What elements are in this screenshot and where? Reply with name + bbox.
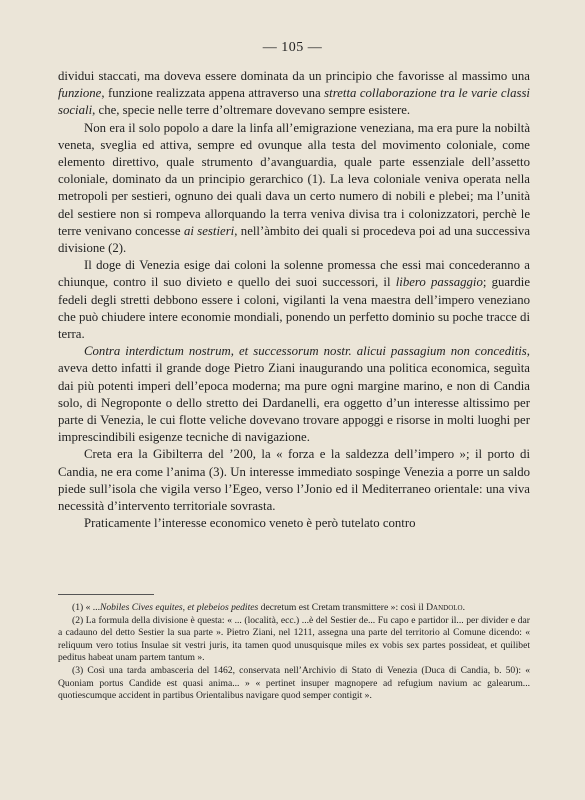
text-run: , aveva detto infatti il grande doge Pietro Ziani inaugurando una politica economica, seguìta dai più potenti imperi dell’epoca moderna; ma pure ogni margine marino, e non di Candia solo, di Negroponte o dello stretto dei Dardanelli, era oggetto d’un interesse altissimo per parte di Venezia, le cui flotte veliche dovevano trovare appoggi e risorse in molti luoghi per imprescindibili esigenze tecniche di navigazione. [58,344,530,445]
paragraph [58,515,530,532]
italic-text: ai sestieri [183,223,235,238]
text-run: Non era il solo popolo a dare la linfa all’emigrazione veneziana, ma era pure la nobiltà veneta, sveglia ed attiva, sempre ed ovunque alla testa del movimento coloniale, come elemento direttivo, quale strumento d’avanguardia, quale parte essenziale dell’assetto coloniale, dominato da un principio gerarchico (1). La leva coloniale veniva operata nella metropoli per sestieri, ognuno dei quali dava un certo numero di nobili e plebei; ma l’unità del sestiere non si rompeva allorquando la terra veniva divisa tra i colonizzatori, perchè le terre venivano concesse [58,120,530,238]
text-run: dividui staccati, ma doveva essere dominata da un principio che favorisse al massimo una [58,69,530,83]
footnote [58,665,530,703]
italic-text: Nobiles Cives equites, et plebeios pedites [99,602,259,613]
page-number: — 105 — [262,40,323,55]
text-run: Il doge di Venezia esige dai coloni la solenne promessa che essi mai concederanno a chiunque, contro il suo divieto e quello dei suoi successori, il [58,258,530,290]
text-run: , funzione realizzata appena attraverso una [101,86,325,101]
italic-text: Contra interdictum nostrum, et successorum nostr. alicui passagium non conceditis [84,344,527,359]
text-run: , nell’àmbito dei quali si procedeva poi ad una successiva divisione (2). [58,223,530,256]
paragraph [58,68,530,120]
italic-text: stretta collaborazione tra le varie classi sociali [58,86,530,118]
text-run: (3) Così una tarda ambasceria del 1462, conservata nell’Archivio di Stato di Venezia (Duca di Candia, b. 50): « Quoniam portus Candide est quasi anima... » « pertinet insuper magnopere ad refugium navium ac galearum... quotiescumque accident in partibus Orientalibus navigare quod semper contigit ». [58,664,530,702]
footnote [58,615,530,665]
paragraph [58,120,530,258]
text-run: decretum est Cretam transmittere »: così il [258,602,427,613]
text-run: ; guardie fedeli degli stretti debbono essere i coloni, vigilanti la vena maestra dell’impero veneziano che può chiudere intere economie mondiali, ponendo un perfetto dominio su poche tracce di terra. [58,275,530,342]
text-run: . [462,602,465,613]
footnote [58,602,530,615]
footnotes [58,602,530,703]
italic-text: funzione [58,86,102,101]
main-text [58,68,530,532]
text-run: (1) « ... [72,602,100,613]
italic-text: libero passaggio [395,275,483,290]
text-run: Praticamente l’interesse economico veneto è però tutelato contro [84,516,416,531]
text-run: , che, specie nelle terre d’oltremare dovevano sempre esistere. [92,103,411,118]
text-run: (2) La formula della divisione è questa: « ... (località, ecc.) ...è del Sestier de... Fu capo e partidor il... per divider e dar a cadauno del detto Sestier la sua parte ». Pietro Ziani, nel 1211, assegna una parte del territorio al Comune dicendo: « reliquum vero totius Insulae sit vestri juris, ita tamen quod unusquisque miles ex vobis sex partes possideat, et quilibet peditus habeat unam partem tantum ». [58,614,530,664]
footnote-divider [58,594,154,595]
paragraph [58,446,530,515]
paragraph [58,257,530,343]
paragraph [58,343,530,446]
text-run: Dandolo [426,602,463,613]
text-run: Creta era la Gibilterra del ’200, la « forza e la saldezza dell’impero »; il porto di Candia, ne era come l’anima (3). Un interesse immediato sospinge Venezia a porre un saldo piede sull’isola che vigila verso l’Egeo, verso l’Jonio ed il Mediterraneo orientale: una viva necessità d’intervento territoriale sovrasta. [58,447,530,514]
